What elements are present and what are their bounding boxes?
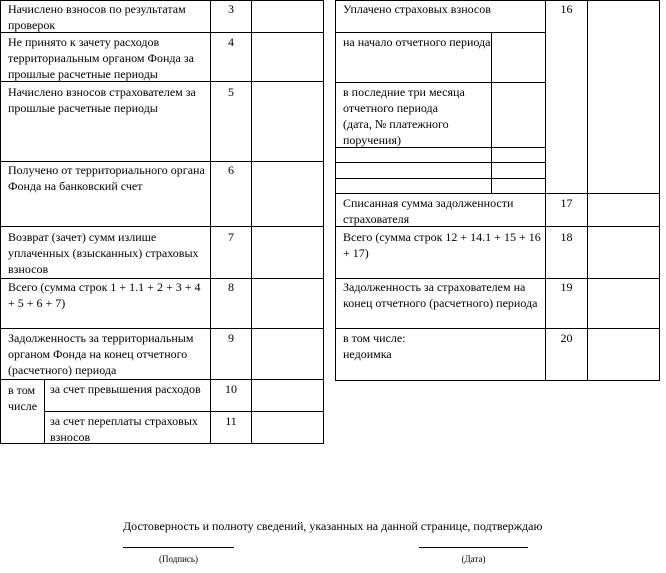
row-code: 3 — [228, 2, 234, 16]
value-cell[interactable] — [252, 1, 323, 32]
row-label: за счет переплаты страховых взносов — [50, 414, 198, 444]
row-code: 17 — [560, 196, 573, 210]
row-label: Задолженность за страхователем на конец отчетного (расчетного) периода — [343, 280, 538, 310]
row-code: 8 — [228, 280, 234, 294]
payment-entry-2[interactable] — [336, 148, 545, 162]
payment-entry-3[interactable] — [336, 163, 545, 178]
including-label: в том числе — [8, 383, 38, 413]
row-code: 20 — [560, 331, 573, 345]
row-label: Возврат (зачет) сумм излише уплаченных (взысканных) страховых взносов — [8, 230, 199, 276]
row-label: Всего (сумма строк 1 + 1.1 + 2 + 3 + 4 + 5 + 6 + 7) — [8, 280, 201, 310]
payment-entry-4[interactable] — [336, 179, 545, 193]
row-code: 11 — [225, 414, 237, 428]
signature-line[interactable] — [123, 547, 234, 548]
row-label: Списанная сумма задолженности страхователя — [343, 196, 514, 226]
payment-entry-1[interactable] — [492, 83, 545, 147]
row-code: 10 — [225, 382, 237, 396]
value-cell[interactable] — [252, 329, 323, 379]
row-label: Начислено взносов страхователем за прошлые расчетные периоды — [8, 85, 196, 115]
row-code: 18 — [560, 230, 573, 244]
value-cell[interactable] — [252, 33, 323, 81]
row-label: Всего (сумма строк 12 + 14.1 + 15 + 16 + 17) — [343, 230, 541, 260]
date-line[interactable] — [419, 547, 528, 548]
row-label: Задолженность за территориальным органом Фонда на конец отчетного (расчетного) периода — [8, 331, 194, 377]
value-cell[interactable] — [252, 412, 323, 443]
row-code: 9 — [228, 331, 234, 345]
period-start-value[interactable] — [492, 33, 545, 82]
value-cell[interactable] — [588, 1, 659, 193]
date-label: (Дата) — [461, 554, 486, 564]
row-label: Уплачено страховых взносов — [343, 2, 491, 16]
value-cell[interactable] — [252, 279, 323, 328]
value-cell[interactable] — [588, 194, 659, 226]
row-code: 6 — [228, 163, 234, 177]
last-three-months-label: в последние три месяца отчетного периода (дата, № платежного поручения) — [343, 85, 465, 147]
row-code: 19 — [560, 280, 573, 294]
value-cell[interactable] — [252, 162, 323, 226]
value-cell[interactable] — [588, 329, 659, 380]
value-cell[interactable] — [588, 227, 659, 278]
row-code: 16 — [560, 2, 573, 16]
value-cell[interactable] — [252, 82, 323, 161]
row-label: Не принято к зачету расходов территориальным органом Фонда за прошлые расчетные периоды — [8, 35, 194, 81]
row-label: за счет превышения расходов — [50, 382, 201, 396]
value-cell[interactable] — [252, 380, 323, 411]
row-label: в том числе: недоимка — [343, 331, 406, 361]
row-code: 4 — [228, 35, 234, 49]
row-label: Получено от территориального органа Фонда на банковский счет — [8, 163, 205, 193]
row-code: 7 — [228, 230, 234, 244]
value-cell[interactable] — [252, 227, 323, 278]
row-label: Начислено взносов по результатам проверок — [8, 2, 186, 32]
row-code: 5 — [228, 85, 234, 99]
period-start-label: на начало отчетного периода — [343, 35, 491, 49]
signature-label: (Подпись) — [158, 554, 199, 564]
value-cell[interactable] — [588, 279, 659, 328]
confirmation-text: Достоверность и полноту сведений, указанных на данной странице, подтверждаю — [123, 519, 543, 533]
